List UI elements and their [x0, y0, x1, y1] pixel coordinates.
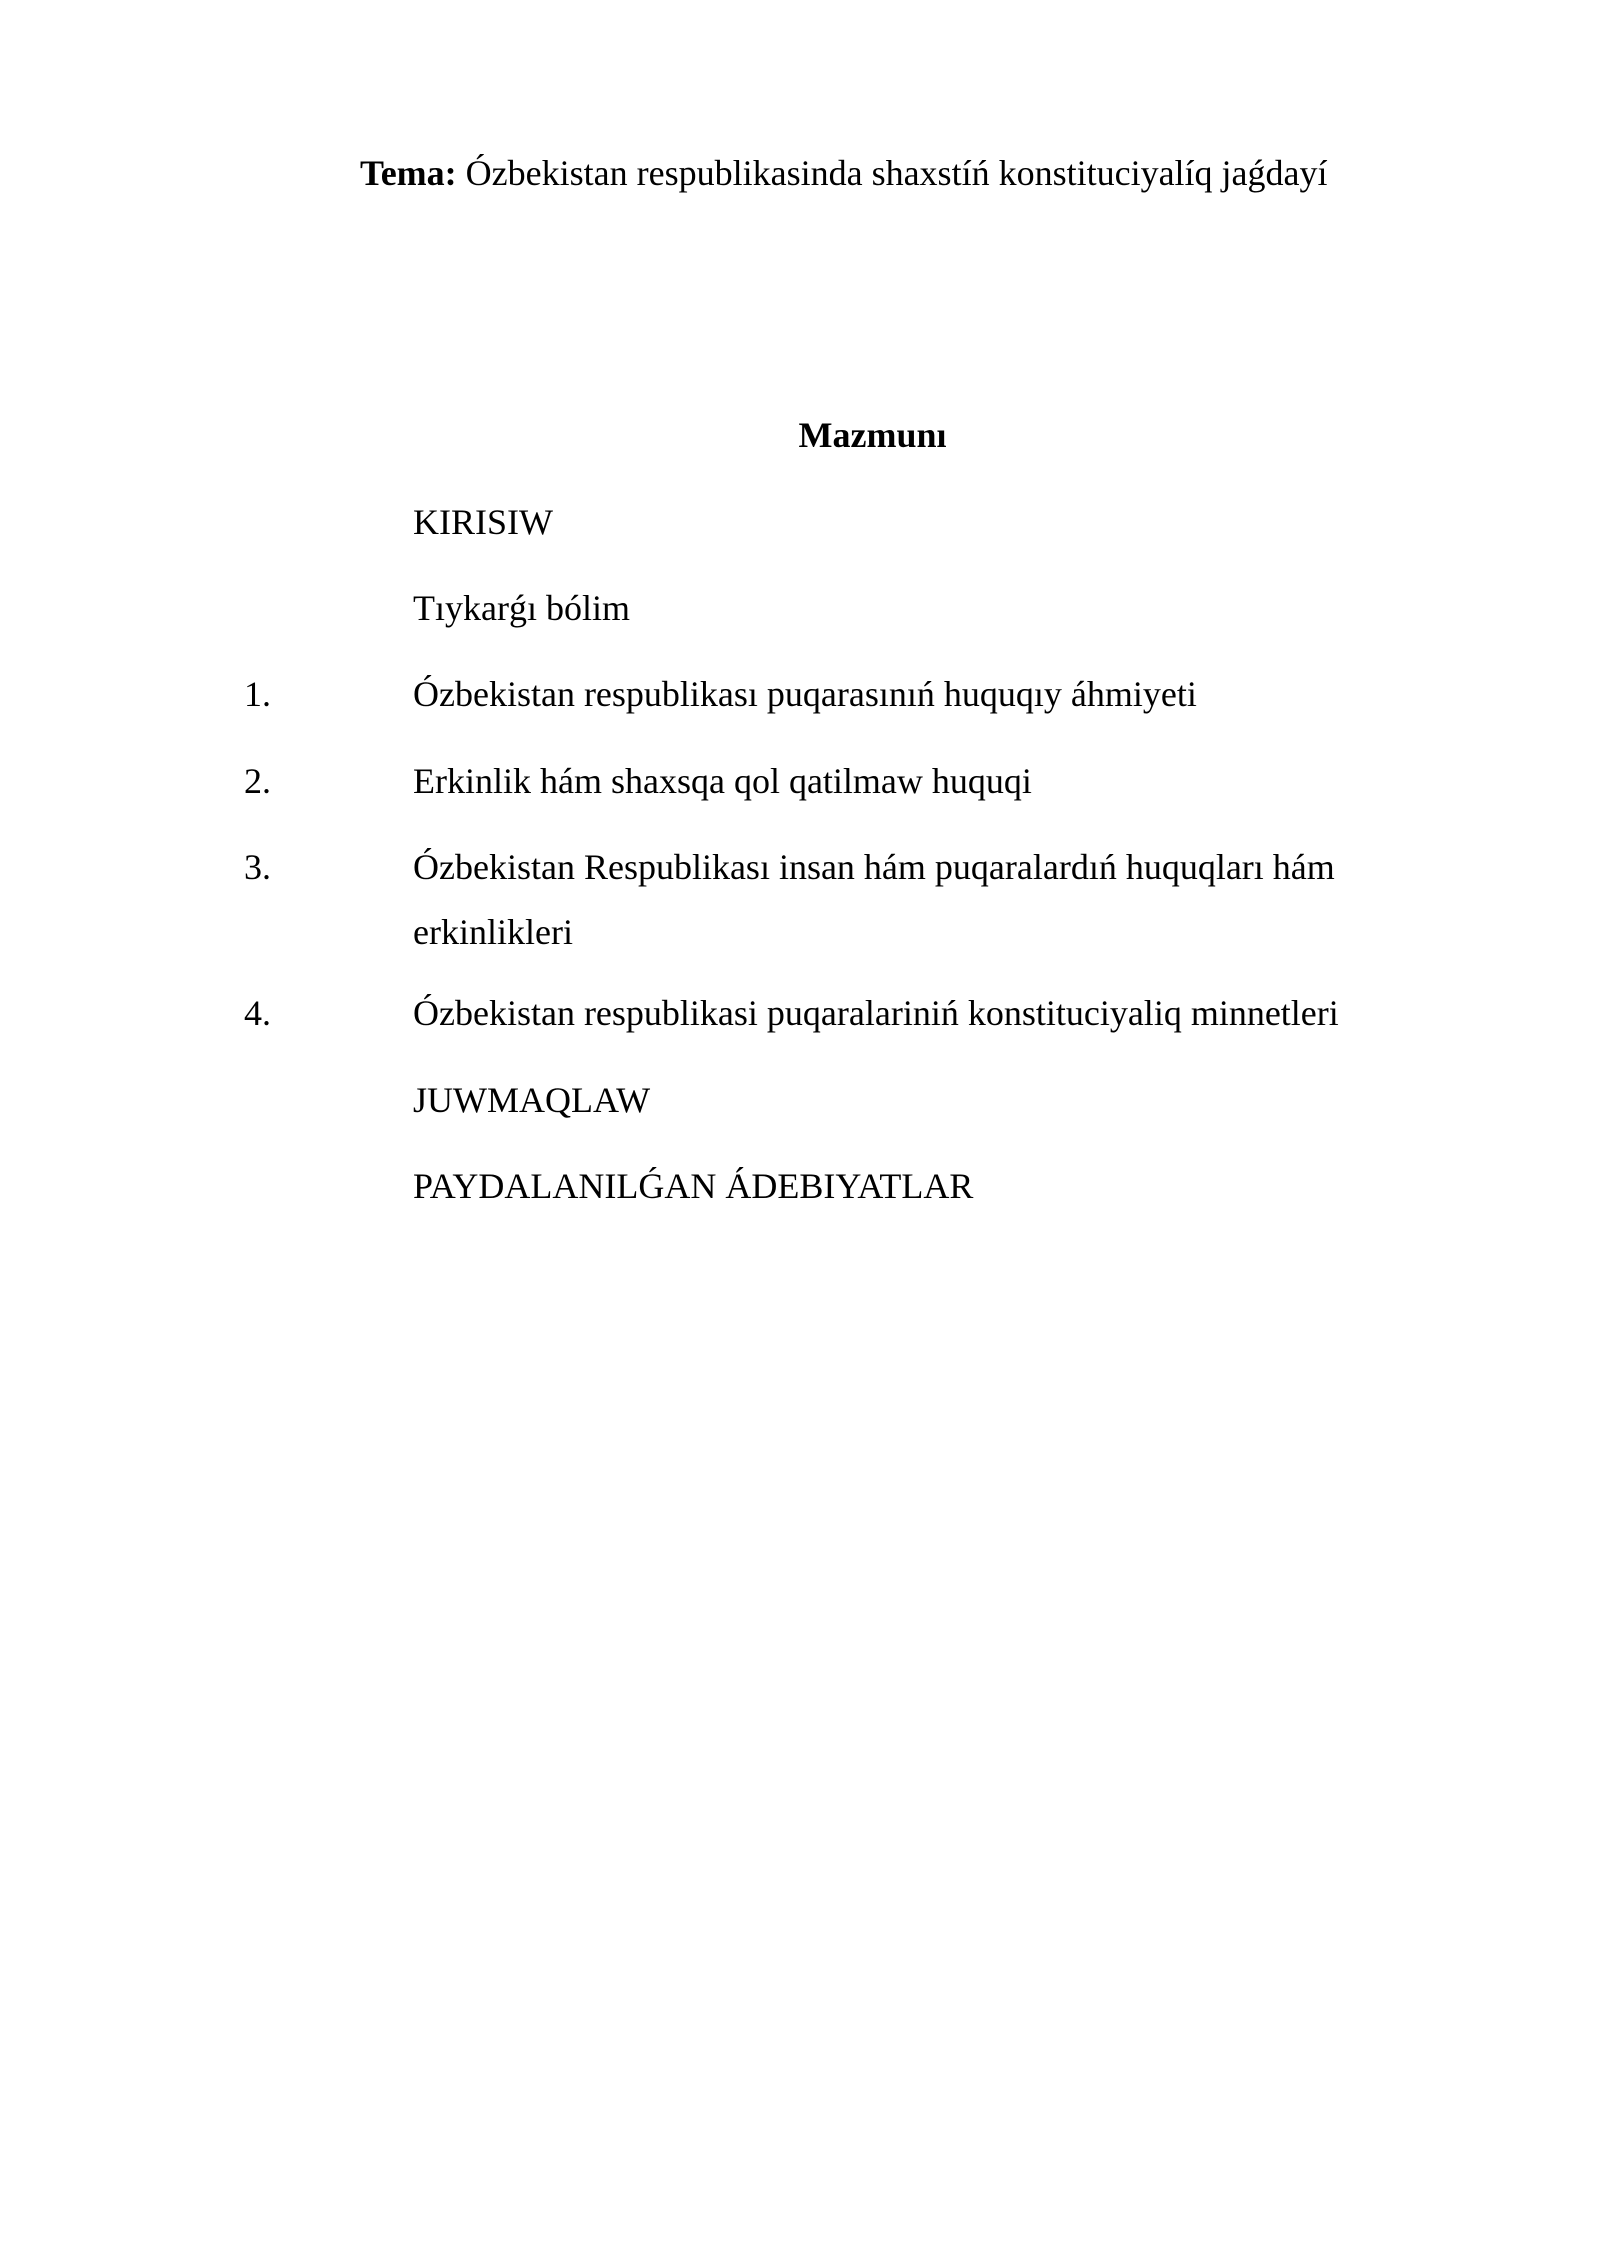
toc-entry-text: Ózbekistan respublikasi puqaralariniń konstituciyaliq minnetleri	[413, 993, 1339, 1033]
toc-entry-number: 3.	[244, 847, 271, 887]
toc-entry-number: 2.	[244, 761, 271, 801]
toc-entry-text: Ózbekistan Respublikası insan hám puqaralardıń huquqları hám erkinlikleri	[413, 847, 1335, 952]
toc-entry-number: 1.	[244, 674, 271, 714]
toc-entry-text: Ózbekistan respublikası puqarasınıń huquqıy áhmiyeti	[413, 674, 1197, 714]
toc-heading: Mazmunı	[798, 415, 947, 455]
toc-entry-text: Tıykarǵı bólim	[413, 588, 630, 628]
toc-entry-text: JUWMAQLAW	[413, 1080, 651, 1120]
toc-entry-text: Erkinlik hám shaxsqa qol qatilmaw huquqi	[413, 761, 1032, 801]
toc-entry-text: PAYDALANILǴAN ÁDEBIYATLAR	[413, 1166, 974, 1206]
topic-text: Ózbekistan respublikasinda shaxstíń konstituciyalíq jaǵdayí	[465, 153, 1328, 193]
toc-entry-number: 4.	[244, 993, 271, 1033]
topic-label: Tema:	[360, 153, 457, 193]
toc-entry-text: KIRISIW	[413, 502, 553, 542]
